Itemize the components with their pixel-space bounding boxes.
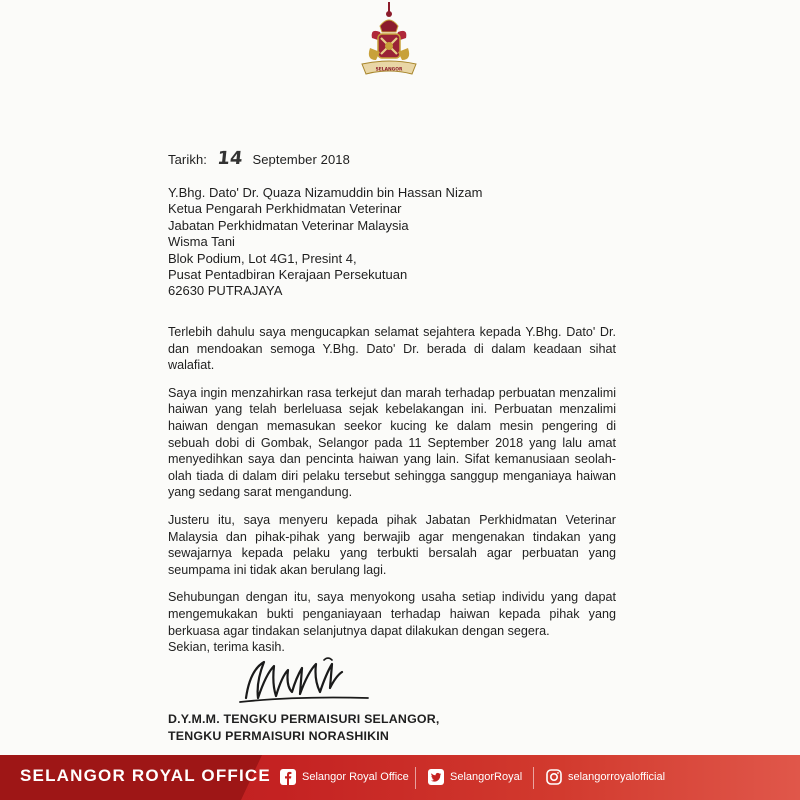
addressee-line: Wisma Tani (168, 234, 235, 250)
addressee-line: 62630 PUTRAJAYA (168, 283, 283, 299)
facebook-icon (280, 769, 296, 785)
twitter-link[interactable] (428, 769, 522, 785)
addressee-block (168, 185, 482, 300)
footer-divider (415, 767, 416, 789)
instagram-link[interactable] (546, 769, 665, 785)
instagram-handle: selangorroyalofficial (568, 771, 666, 783)
footer-divider (533, 767, 534, 789)
handwritten-signature (236, 652, 386, 714)
addressee-line: Jabatan Perkhidmatan Veterinar Malaysia (168, 217, 409, 233)
facebook-handle: Selangor Royal Office (302, 771, 409, 783)
addressee-line: Pusat Pentadbiran Kerajaan Persekutuan (168, 267, 408, 283)
twitter-handle: SelangorRoyal (450, 771, 523, 783)
date-month-year: September 2018 (252, 152, 350, 167)
body-paragraph: Sehubungan dengan itu, saya menyokong usaha setiap individu yang dapat mengemukakan bukti penganiayaan terhadap haiwan kepada pihak yang berkuasa agar tindakan selanjutnya dapat dilakukan dengan segera. (168, 590, 616, 638)
facebook-link[interactable] (280, 769, 409, 785)
signatory-title: D.Y.M.M. TENGKU PERMAISURI SELANGOR, (168, 712, 440, 726)
body-paragraph: Terlebih dahulu saya mengucapkan selamat sejahtera kepada Y.Bhg. Dato' Dr. dan mendoakan semoga Y.Bhg. Dato' Dr. berada di dalam keadaan sihat walafiat. (168, 325, 616, 373)
svg-text:SELANGOR: SELANGOR (375, 67, 403, 73)
body-paragraph: Saya ingin menzahirkan rasa terkejut dan marah terhadap perbuatan menzalimi haiwan yang telah berleluasa sejak kebelakangan ini. Perbuatan menzalimi haiwan dengan memasukan seekor kucing ke dalam mesin pengering di sebuah dobi di Gombak, Selangor pada 11 September 2018 yang lalu amat menyedihkan saya dan pencinta haiwan yang lain. Sifat kemanusiaan seolah-olah tiada di dalam diri pelaku tersebut sehingga sanggup menganiaya haiwan yang sedang sarat mengandung. (168, 385, 616, 500)
letter-closing: Sekian, terima kasih. (168, 640, 285, 654)
selangor-royal-crest-icon (354, 2, 424, 80)
brand-name: SELANGOR ROYAL OFFICE (20, 766, 271, 785)
instagram-icon (546, 769, 562, 785)
addressee-line: Blok Podium, Lot 4G1, Presint 4, (168, 250, 357, 266)
letter-date (168, 148, 350, 169)
date-label: Tarikh: (168, 152, 207, 167)
signatory-block (168, 711, 440, 745)
footer-banner (0, 755, 800, 800)
addressee-line: Y.Bhg. Dato' Dr. Quaza Nizamuddin bin Hassan Nizam (168, 185, 483, 200)
twitter-icon (428, 769, 444, 785)
date-day-handwritten: 14 (215, 148, 244, 169)
signatory-name: TENGKU PERMAISURI NORASHIKIN (168, 729, 390, 743)
letter-body (168, 324, 616, 650)
body-paragraph: Justeru itu, saya menyeru kepada pihak Jabatan Perkhidmatan Veterinar Malaysia dan pihak-pihak yang berwajib agar mengenakan tindakan yang sewajarnya kepada pelaku yang terbukti bersalah agar perbuatan yang seumpama ini tidak akan berulang lagi. (168, 512, 616, 577)
addressee-line: Ketua Pengarah Perkhidmatan Veterinar (168, 201, 402, 217)
